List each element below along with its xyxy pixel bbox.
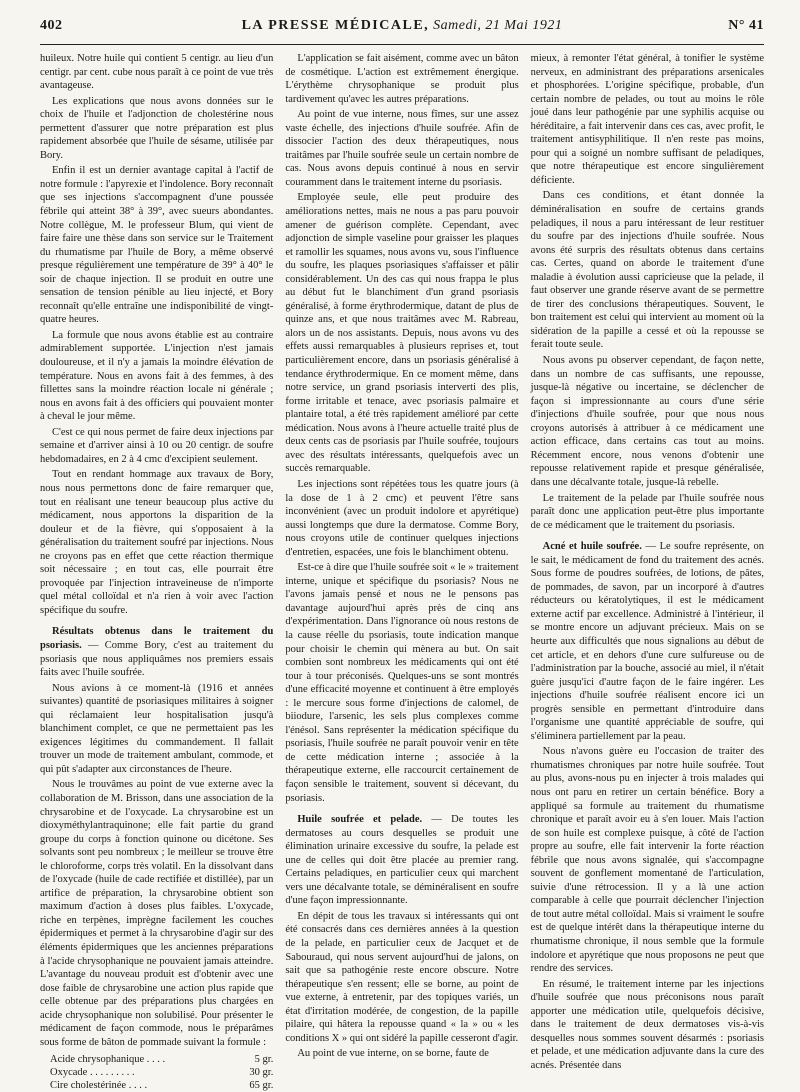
paragraph: En résumé, le traitement interne par les injections d'huile soufrée que nous préconisons nous paraît apporter une médication utile, quelquefois décisive, dans le traitement de deux dermatoses vis-à-vis desquelles nous sommes souvent désarmés : psoriasis et pelade, et une médication adjuvante dans la cure des acnés. Présentée dans bbox=[530, 978, 764, 1071]
paragraph: mieux, à remonter l'état général, à tonifier le système nerveux, en administrant des préparations arsenicales et phosphorées. L'origine spécifique, probable, d'un certain nombre de pelades, ou tout au moins le rôle joué dans leur pathogénie par une syphilis acquise ou héréditaire, a fait intervenir dans ces cas, avec profit, le traitement antisyphilitique. Il n'en reste pas moins, pour qui a soigné un nombre suffisant de peladiques, que notre thérapeutique est encore singulièrement déficiente. bbox=[530, 53, 764, 186]
section-text: — Le soufre représente, on le sait, le médicament de fond du traitement des acnés. Sous forme de poudres soufrées, de lotions, de pâtes, de pommades, de savon, par un incorporé à d'autres réducteurs ou kératolytiques, il est le médicament externe actif par excellence. Administré à l'intérieur, il se montre encore un adjuvant précieux. Mais on se heurte aux difficultés que nous signalions au début de cet article, et en dehors d'une cure sulfureuse ou de l'administration par la bouche, associé au miel, il n'était guère jusqu'ici d'autre façon de le faire ingérer. Les injections d'huile soufrée réalisent encore ici un progrès sensible en permettant d'introduire dans l'organisme une quantité appréciable de soufre, qui s'éliminera partiellement par la peau. bbox=[530, 541, 764, 742]
paragraph: Dans ces conditions, et étant donnée la déminéralisation en soufre de certains grands peladiques, il nous a paru intéressant de leur restituer du soufre par des injections d'huile soufrée. Nous avons été surpris des résultats obtenus dans certains cas. Certes, quand on aborde le traitement d'une maladie à évolution aussi capricieuse que la pelade, il faut observer une grande réserve avant de se permettre de tirer des conclusions thérapeutiques. Souvent, le bon traitement est celui qui intervient au moment où la sidération de la papille a cessé et où la repousse se ferait toute seule. bbox=[530, 190, 764, 351]
paragraph: Nous avons pu observer cependant, de façon nette, dans un nombre de cas suffisants, une repousse, jusque-là négative ou incertaine, se déclencher de façon si impressionnante au cours d'une série d'injections d'huile soufrée, pour que nous nous croyons autorisés à attribuer à ce médicament une action efficace, dans certains cas tout au moins. Récemment encore, nous venons d'obtenir une repousse relativement rapide et presque généralisée, dans une décalvante totale, jusque-là rebelle. bbox=[530, 355, 764, 488]
header-rule bbox=[40, 44, 764, 45]
page-number: 402 bbox=[40, 18, 63, 33]
section-pelade bbox=[285, 813, 518, 908]
ingredient-qty: 30 gr. bbox=[249, 1067, 274, 1079]
running-title bbox=[100, 18, 704, 34]
column-2 bbox=[285, 52, 518, 1092]
paragraph: L'application se fait aisément, comme avec un bâton de cosmétique. L'action est extrêmement énergique. L'érythème chrysophanique se produit plus tardivement qu'avec les autres préparations. bbox=[285, 53, 519, 105]
paragraph: Nous le trouvâmes au point de vue externe avec la collaboration de M. Brisson, dans une association de la chrysarobine et de l'oxycade. La chrysarobine est un dioxyméthylantraquinone; elle fait partie du grand groupe du corps à fonction quinone ou dicétone. Ses solvants sont peu nombreux ; le meilleur se trouve être le chloroforme, corps très volatil. En la dissolvant dans de l'oxycade (huile de cade rectifiée et distillée), par un artifice de préparation, la chrysarobine obtient son maximum d'action à doses plus faibles. L'oxycade, riche en terpènes, imprègne facilement les couches épidermiques et permet à la chrysarobine d'agir sur des éléments épidermiques que les anciennes préparations à l'acide chrysophanique ne pouvaient jamais atteindre. L'avantage du nouveau produit est d'obtenir avec une dose faible de chrysarobine une action plus rapide que celle obtenue par des préparations plus chargées en acide chrysophanique non solubilisé. Pour présenter le médicament de façon commode, nous le préparâmes sous forme de bâton de pommade suivant la formule : bbox=[40, 779, 274, 1048]
section-text: — De toutes les dermatoses au cours desquelles se produit une élimination urinaire excessive du soufre, la pelade est une de celles qui doit être placée au premier rang. Certains peladiques, en particulier ceux qui marchent vers une décalvante totale, se déminéralisent en soufre d'une façon impressionnante. bbox=[285, 814, 519, 907]
ingredient-name: Oxycade . . . . . . . . . bbox=[50, 1067, 135, 1079]
paragraph: Enfin il est un dernier avantage capital à l'actif de notre formule : l'apyrexie et l'indolence. Bory reconnaît que ses injections s'accompagnent d'une poussée fébrile qui atteint 38° à 39°, avec sueurs abondantes. Notre collègue, M. le professeur Blum, qui vient de faire faire une thèse dans son service sur le Traitement du rhumatisme par l'huile de Bory, a même observé presque régulièrement une température de 39° à 40° le soir de chaque injection. Il se produit en outre une sensation de tension pénible au lieu injecté, et Bory reconnaît qu'elle entraîne une indisponibilité de vingt-quatre heures. bbox=[40, 165, 274, 326]
paragraph: Nous avions à ce moment-là (1916 et années suivantes) quantité de psoriasiques militaires à soigner qui réclamaient leur hospitalisation jusqu'à blanchiment complet, ce que ne permettaient pas les exigences légitimes du commandement. Il fallait trouver un mode de traitement ambulant, commode, et qui pût s'adapter aux circonstances de l'heure. bbox=[40, 682, 274, 775]
column-1 bbox=[40, 52, 273, 1092]
article-columns bbox=[40, 52, 764, 1092]
formula-row bbox=[50, 1066, 273, 1079]
ingredient-name: Acide chrysophanique . . . . bbox=[50, 1054, 166, 1066]
formula-table bbox=[50, 1053, 273, 1092]
formula-row bbox=[50, 1079, 273, 1092]
section-text: — Comme Bory, c'est au traitement du psoriasis que nous appliquâmes nos premiers essais faits avec l'huile soufrée. bbox=[40, 639, 274, 679]
paragraph: Le traitement de la pelade par l'huile soufrée nous paraît donc une application peut-être plus importante de ce médicament que le traitement du psoriasis. bbox=[530, 492, 764, 531]
issue-date: Samedi, 21 Mai 1921 bbox=[433, 18, 563, 33]
section-heading: Acné et huile soufrée. bbox=[542, 541, 642, 553]
ingredient-qty: 5 gr. bbox=[254, 1054, 274, 1066]
paragraph: En dépit de tous les travaux si intéressants qui ont été consacrés dans ces dernières années à la question de la pelade, en particulier ceux de Jacquet et de Sabouraud, qui nous servent aujourd'hui de jalons, on sait que sa pathogénie reste encore obscure. Notre thérapeutique s'en ressent; elle se borne, au point de vue externe, à entretenir, par des topiques variés, un état d'irritation modérée, de congestion, de la papille pilaire, qui hâtera la repousse quand « la » ou « les conditions X » qui ont sidéré la papille cesseront d'agir. bbox=[285, 910, 519, 1044]
section-heading: Huile soufrée et pelade. bbox=[297, 814, 423, 826]
paragraph: Employée seule, elle peut produire des améliorations nettes, mais ne nous a pas paru pouvoir amener de guérison complète. Cependant, avec adjonction de simple vaseline pour graisser les plaques et ramollir les squames, nous avons vu, sous l'influence du soufre, les plaques psoriasiques s'affaisser et pâlir considérablement. Un des cas qui nous frappa le plus au début fut le blanchiment d'un grand psoriasis généralisé, à forme érythrodermique, datant de plus de quinze ans, et que nous traitâmes avec M. Rabreau, alors un de nos assistants. Depuis, nous avons vu des effets aussi remarquables à plusieurs reprises et, tout particulièrement encore, dans un psoriasis généralisé à tendance érythrodermique. En ce moment même, dans notre service, un grand psoriasis interverti des plis, forme irritable et tenace, avec psoriasis palmaire et plantaire total, a été très rapidement amélioré par cette médication. Nous avons à l'heure actuelle traité plus de deux cents cas de psoriasis par l'huile soufrée, toujours avec des résultats intéressants, quelquefois avec un succès remarquable. bbox=[285, 192, 519, 475]
issue-number: N° 41 bbox=[728, 18, 764, 33]
section-psoriasis bbox=[40, 625, 273, 679]
paragraph: C'est ce qui nous permet de faire deux injections par semaine et d'arriver ainsi à 10 ou 20 centigr. de soufre hebdomadaires, en 2 à 4 cmc d'excipient seulement. bbox=[40, 426, 274, 465]
paragraph: huileux. Notre huile qui contient 5 centigr. au lieu d'un centigr. par cent. cube nous paraît à ce point de vue très avantageuse. bbox=[40, 53, 274, 92]
section-heading: Résultats obtenus dans le traitement du psoriasis. bbox=[40, 626, 274, 651]
paragraph: La formule que nous avons établie est au contraire admirablement supportée. L'injection n'est jamais douloureuse, et il n'y a jamais la moindre élévation de température. Nous en avons fait à des femmes, à des fillettes sans la moindre réaction locale ni générale ; nous en avons fait à des officiers qui pouvaient monter à cheval le jour même. bbox=[40, 329, 274, 423]
ingredient-name: Cire cholestérinée . . . . bbox=[50, 1080, 148, 1092]
paragraph: Les injections sont répétées tous les quatre jours (à la dose de 1 à 2 cmc) et peuvent l'être sans inconvénient (avec un produit indolore et apyrétique) aussi longtemps que dure la dermatose. Comme Bory, nous croyons utile de continuer quelques injections d'entretien, espacées, une fois le blanchiment obtenu. bbox=[285, 478, 519, 558]
paragraph: Au point de vue interne, nous fîmes, sur une assez vaste échelle, des injections d'huile soufrée. Afin de dissocier l'action des deux thérapeutiques, nous traitâmes par l'huile soufrée seule un certain nombre de cas. Nous avons depuis continué à nous en servir couramment dans le traitement interne du psoriasis. bbox=[285, 109, 519, 188]
paragraph: Les explications que nous avons données sur le choix de l'huile et l'adjonction de cholestérine nous permettent d'assurer que notre préparation est plus rapidement absorbée que l'huile de sésame, utilisée par Bory. bbox=[40, 95, 274, 161]
paragraph: Est-ce à dire que l'huile soufrée soit « le » traitement interne, unique et spécifique du psoriasis? Nous ne l'avons jamais pensé et nous ne le pensons pas davantage aujourd'hui après près de cinq ans d'expérimentation. Dans l'ignorance où nous restons de la cause réelle du psoriasis, toute indication manque pour choisir le chemin qui mènera au but. On sait combien sont nombreux les médicaments qui ont été tour à tour préconisés. Quelques-uns se sont montrés d'une efficacité moyenne et continuent à être employés : le mercure sous forme d'injections de calomel, de biiodure, l'arsenic, les sels plus complexes comme l'énésol. Sans représenter la médication spécifique du psoriasis, l'huile soufrée ne paraît pouvoir venir en tête de cette médication interne ; associée à la thérapeutique externe, elle raccourcit certainement de façon sensible le traitement, souvent si décevant, du psoriasis. bbox=[285, 562, 519, 804]
page-header bbox=[40, 18, 764, 44]
section-acne bbox=[531, 540, 764, 743]
column-3 bbox=[531, 52, 764, 1092]
journal-name: LA PRESSE MÉDICALE, bbox=[241, 18, 430, 33]
paragraph: Nous n'avons guère eu l'occasion de traiter des rhumatismes chroniques par notre huile soufrée. Tout au plus, avons-nous pu en injecter à trois malades qui nous ont paru en retirer un certain bénéfice. Bory a appliqué sa formule au traitement du rhumatisme chronique et paraît avoir eu à s'en louer. Mais l'action de son huile est complexe puisque, à côté de l'action propre au soufre, elle fait intervenir la forte réaction fébrile que nous avons signalée, qui s'accompagne souvent de gonflement momentané de l'articulation, suivie d'une rétrocession. Il y a là une action comparable à celle que pourrait déclencher l'injection de tout autre métal colloïdal. Mais si vraiment le soufre est de quelque intérêt dans la thérapeutique interne du rhumatisme chronique, il nous semble que la formule indolore et apyrétique que nous proposons ne peut que rendre des services. bbox=[530, 746, 764, 975]
paragraph: Tout en rendant hommage aux travaux de Bory, nous nous permettons donc de faire remarquer que, tout en réalisant une teneur beaucoup plus active du médicament, nous apportons la disparition de la douleur et de la fièvre, qui s'opposaient à la généralisation du traitement soufré par injections. Nous ne croyons pas en effet que cette réaction thermique soit nécessaire ; en tout cas, elle pourrait être provoquée par l'injection intraveineuse de n'importe quel métal colloïdal et n'a rien à voir avec l'action spécifique du soufre. bbox=[40, 469, 274, 616]
paragraph: Au point de vue interne, on se borne, faute de bbox=[297, 1048, 489, 1060]
ingredient-qty: 65 gr. bbox=[249, 1080, 274, 1092]
formula-row bbox=[50, 1053, 273, 1066]
